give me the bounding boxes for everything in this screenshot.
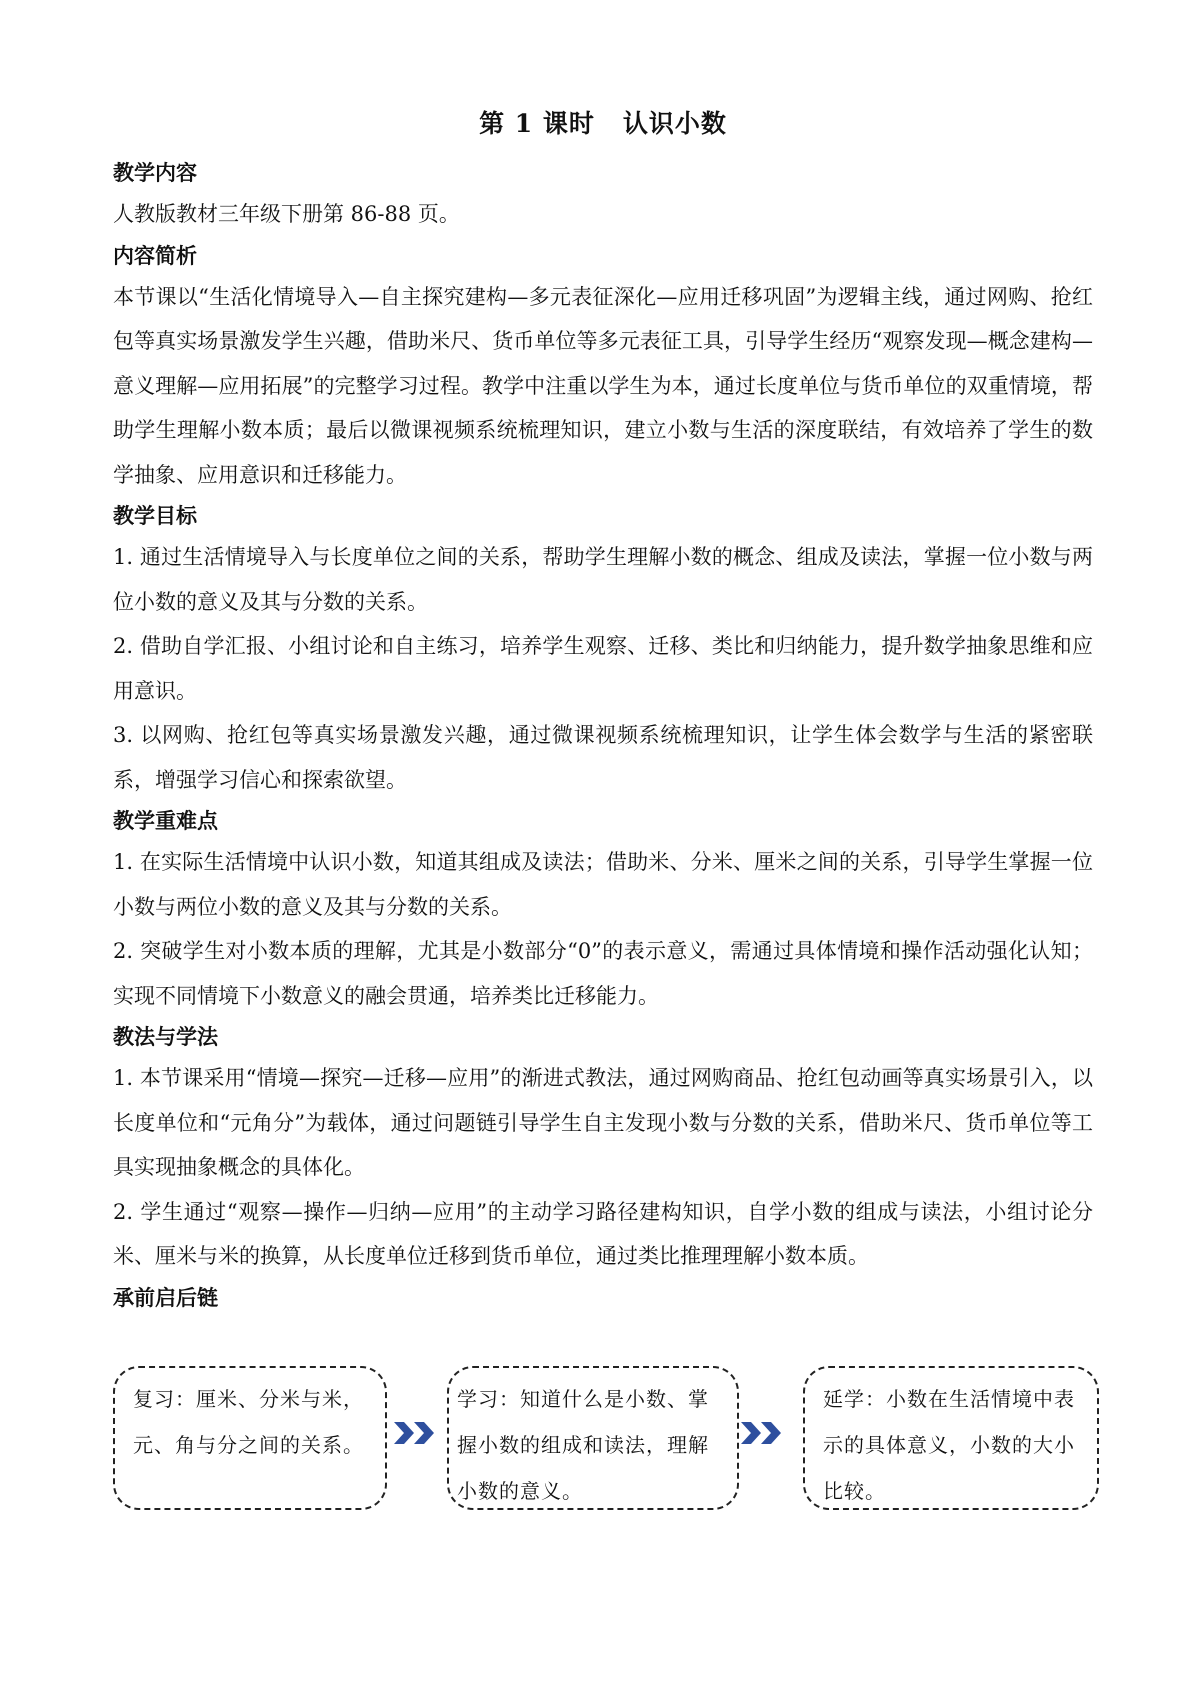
section-content-analysis — [113, 237, 1093, 498]
section-paragraph: 本节课以“生活化情境导入—自主探究建构—多元表征深化—应用迁移巩固”为逻辑主线，通过网购、抢红包等真实场景激发学生兴趣，借助米尺、货币单位等多元表征工具，引导学生经历“观察发现—概念建构—意义理解—应用拓展”的完整学习过程。教学中注重以学生为本，通过长度单位与货币单位的双重情境，帮助学生理解小数本质；最后以微课视频系统梳理知识，建立小数与生活的深度联结，有效培养了学生的数学抽象、应用意识和迁移能力。 — [113, 284, 1093, 487]
section-teaching-content — [113, 154, 1093, 237]
section-heading: 教学内容 — [113, 160, 197, 185]
learning-chain-diagram — [113, 1366, 1103, 1516]
section-paragraph: 3. 以网购、抢红包等真实场景激发兴趣，通过微课视频系统梳理知识，让学生体会数学与生活的紧密联系，增强学习信心和探索欲望。 — [113, 723, 1093, 792]
double-chevron-right-icon — [392, 1420, 438, 1446]
section-heading: 教学目标 — [113, 503, 197, 528]
section-paragraph: 2. 学生通过“观察—操作—归纳—应用”的主动学习路径建构知识，自学小数的组成与读法，小组讨论分米、厘米与米的换算，从长度单位迁移到货币单位，通过类比推理理解小数本质。 — [113, 1199, 1093, 1268]
section-paragraph: 1. 在实际生活情境中认识小数，知道其组成及读法；借助米、分米、厘米之间的关系，引导学生掌握一位小数与两位小数的意义及其与分数的关系。 — [113, 850, 1093, 919]
section-learning-chain — [113, 1279, 1093, 1317]
extend-box: 延学：小数在生活情境中表示的具体意义，小数的大小比较。 — [803, 1366, 1099, 1510]
section-methods — [113, 1018, 1093, 1279]
learn-box: 学习：知道什么是小数、掌握小数的组成和读法，理解小数的意义。 — [447, 1366, 739, 1510]
lesson-number: 第 1 课时 — [479, 109, 595, 138]
lesson-name: 认识小数 — [622, 109, 727, 138]
section-heading: 承前启后链 — [113, 1284, 218, 1310]
section-heading: 教法与学法 — [113, 1024, 218, 1049]
section-key-difficulties — [113, 802, 1093, 1018]
section-paragraph: 2. 借助自学汇报、小组讨论和自主练习，培养学生观察、迁移、类比和归纳能力，提升数学抽象思维和应用意识。 — [113, 634, 1093, 703]
page-title — [113, 104, 1093, 144]
document-page — [113, 104, 1093, 1317]
section-teaching-goals — [113, 497, 1093, 802]
section-heading: 内容简析 — [113, 242, 197, 268]
section-paragraph: 2. 突破学生对小数本质的理解，尤其是小数部分“0”的表示意义，需通过具体情境和操作活动强化认知；实现不同情境下小数意义的融会贯通，培养类比迁移能力。 — [113, 939, 1093, 1008]
section-paragraph: 1. 本节课采用“情境—探究—迁移—应用”的渐进式教法，通过网购商品、抢红包动画等真实场景引入，以长度单位和“元角分”为载体，通过问题链引导学生自主发现小数与分数的关系，借助米尺、货币单位等工具实现抽象概念的具体化。 — [113, 1066, 1093, 1179]
review-box: 复习：厘米、分米与米，元、角与分之间的关系。 — [113, 1366, 387, 1510]
section-paragraph: 1. 通过生活情境导入与长度单位之间的关系，帮助学生理解小数的概念、组成及读法，掌握一位小数与两位小数的意义及其与分数的关系。 — [113, 545, 1093, 614]
section-paragraph: 人教版教材三年级下册第 86-88 页。 — [113, 202, 460, 226]
section-heading: 教学重难点 — [113, 808, 218, 833]
double-chevron-right-icon — [739, 1420, 785, 1446]
